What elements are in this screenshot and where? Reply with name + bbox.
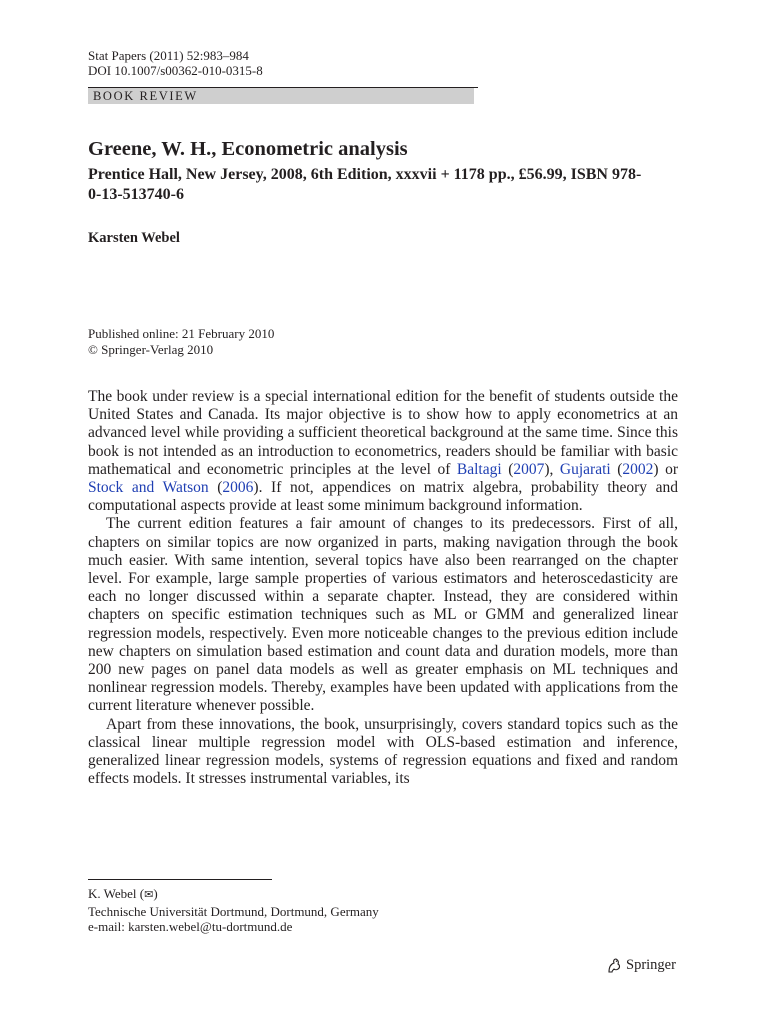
footnote-affiliation: Technische Universität Dortmund, Dortmund, Germany — [88, 903, 379, 919]
journal-citation: Stat Papers (2011) 52:983–984 — [88, 48, 249, 63]
ref-gujarati-link[interactable]: Gujarati — [559, 460, 611, 478]
springer-horse-icon — [606, 958, 622, 973]
paragraph-1-text-b: . If not, appendices on matrix algebra, probability theory and computational aspects provide at least some minimum background information. — [88, 479, 678, 515]
author-footnote — [88, 886, 379, 935]
envelope-icon: ✉ — [144, 889, 154, 901]
article-subtitle: Prentice Hall, New Jersey, 2008, 6th Edition, xxxvii + 1178 pp., £56.99, ISBN 978-0-13-513740-6 — [88, 166, 642, 203]
ref-stock-watson-link[interactable]: Stock and Watson — [88, 479, 209, 497]
footnote-email-line — [88, 919, 379, 935]
paragraph-3: Apart from these innovations, the book, unsurprisingly, covers standard topics such as the classical linear multiple regression model with OLS-based estimation and inference, generalized linear regression models, systems of regression equations and fixed and random effects models. It stresses instrumental variables, its — [88, 715, 678, 788]
paragraph-1: The book under review is a special international edition for the benefit of students outside the United States and Canada. Its major objective is to show how to apply econometrics at an advanced level while providing a sufficient theoretical background at the same time. Since this book is not intended as an introduction to econometrics, readers should be familiar with basic mathematical and econometric principles at the level of Baltagi (2007), Gujarati (2002) or Stock and Watson (2006). If not, appendices on matrix algebra, probability theory and computational aspects provide at least some minimum background information. — [88, 388, 678, 515]
ref-baltagi-link[interactable]: Baltagi — [456, 460, 502, 478]
paragraph-2: The current edition features a fair amount of changes to its predecessors. First of all, chapters on similar topics are now organized in parts, making navigation through the book much easier. With same intention, several topics have also been rearranged on the chapter level. For example, large sample properties of various estimators and heteroscedasticity are each no longer discussed within a separate chapter. Instead, they are considered within chapters on specific estimation techniques such as ML or GMM and generalized linear regression models, respectively. Even more noticeable changes to the previous edition include new chapters on simulation based estimation and count data and duration models, more than 200 new pages on panel data models as well as greater emphasis on ML techniques and nonlinear regression models. Thereby, examples have been updated with applications from the current literature whenever possible. — [88, 515, 678, 715]
ref-gujarati-year-link[interactable]: 2002 — [622, 460, 654, 478]
paragraph-1-text-a: The book under review is a special international edition for the benefit of students outside the United States and Canada. Its major objective is to show how to apply econometrics at an advanced level while providing a sufficient theoretical background at the same time. Since this book is not intended as an introduction to econometrics, readers should be familiar with basic mathematical and econometric principles at the level of — [88, 388, 678, 478]
published-online: Published online: 21 February 2010 — [88, 326, 275, 341]
footnote-email[interactable]: karsten.webel@tu-dortmund.de — [128, 919, 293, 934]
ref-stock-watson-year-link[interactable]: 2006 — [222, 479, 254, 497]
publication-info — [88, 326, 274, 357]
section-label: BOOK REVIEW — [88, 88, 474, 104]
article-body — [88, 388, 678, 788]
springer-wordmark: Springer — [626, 957, 676, 973]
copyright: © Springer-Verlag 2010 — [88, 341, 214, 357]
footnote-email-label: e-mail: — [88, 919, 129, 934]
footnote-name-line: K. Webel (✉) — [88, 886, 158, 901]
doi: DOI 10.1007/s00362-010-0315-8 — [88, 62, 263, 78]
article-title: Greene, W. H., Econometric analysis — [88, 138, 408, 160]
springer-logo — [606, 957, 676, 974]
author-name: Karsten Webel — [88, 230, 180, 246]
footnote-name: K. Webel — [88, 886, 137, 901]
ref-baltagi-year-link[interactable]: 2007 — [513, 460, 545, 478]
journal-meta — [88, 49, 263, 78]
footnote-rule — [88, 879, 272, 880]
